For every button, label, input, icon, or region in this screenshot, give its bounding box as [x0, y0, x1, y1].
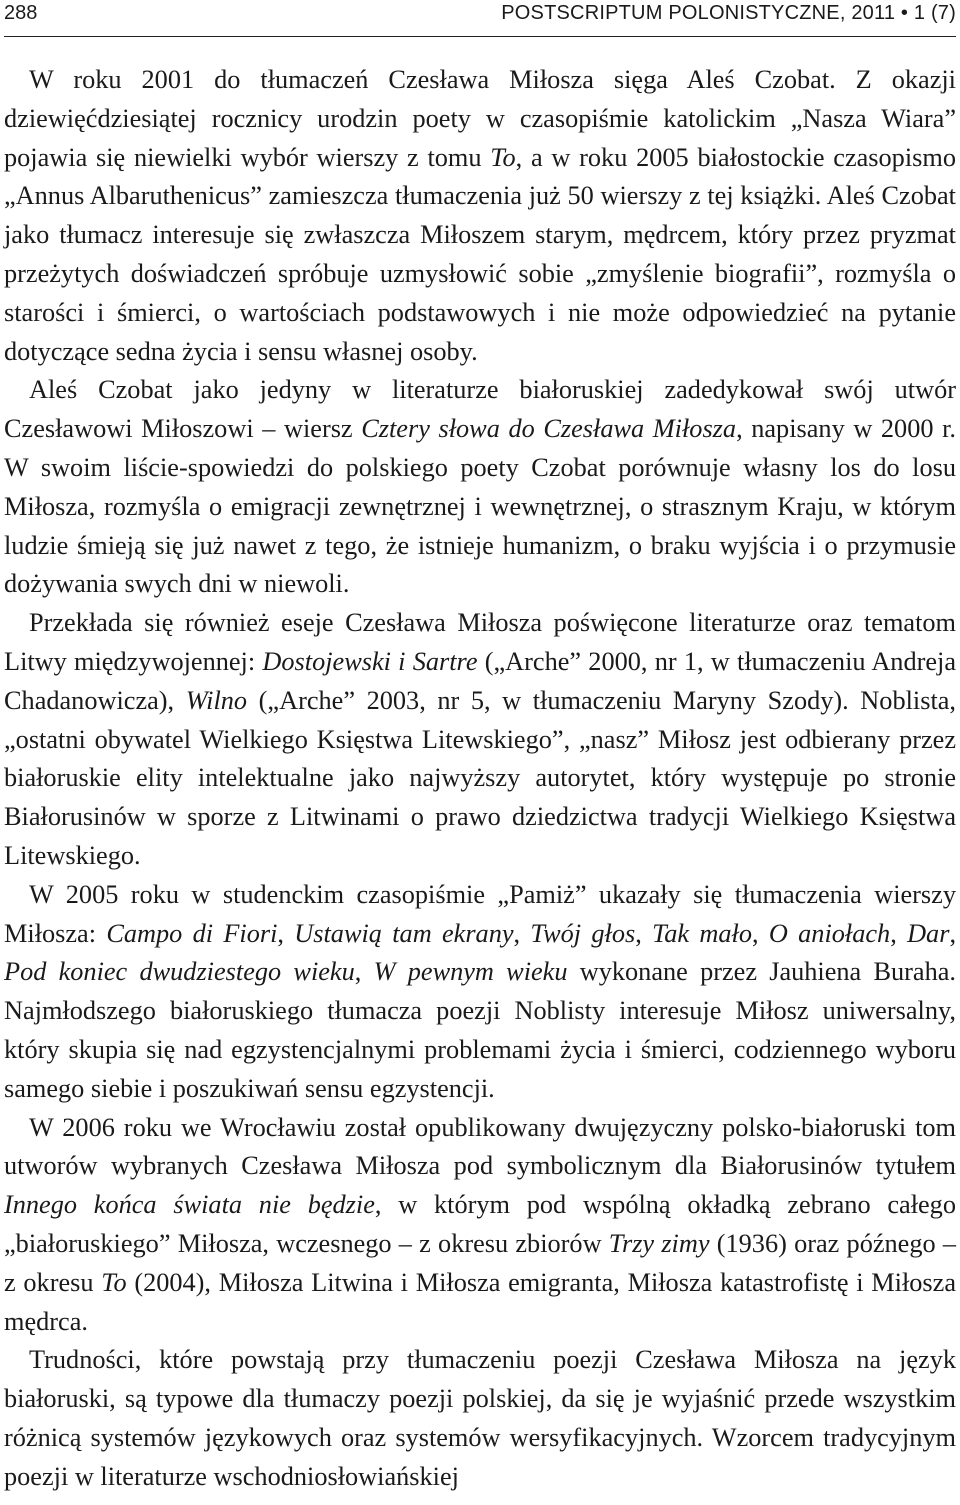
italic-title: Campo di Fiori: [106, 918, 278, 948]
italic-title: Twój głos: [530, 918, 636, 948]
page-number: 288: [4, 2, 38, 24]
text-run: ,: [949, 918, 957, 948]
text-run: , w którym pod wspólną okładką zebrano całego „białoruskiego” Miłosza, wczesnego – z okresu zbiorów: [4, 1190, 956, 1258]
text-run: W 2006 roku we Wrocławiu został opublikowany dwujęzyczny polsko-białoruski tom utworów wybranych Czesława Miłosza pod symbolicznym dla Białorusinów tytułem: [4, 1112, 956, 1181]
running-header: [4, 0, 956, 37]
italic-title: To: [490, 142, 516, 172]
text-run: (2004), Miłosza Litwina i Miłosza emigranta, Miłosza katastrofistę i Miłosza mędrca.: [4, 1267, 956, 1336]
text-run: ,: [635, 918, 653, 948]
italic-title: Innego końca świata nie będzie: [4, 1190, 375, 1220]
text-run: W 2005 roku w studenckim czasopiśmie „Pamiż” ukazały się tłumaczenia wierszy Miłosza:: [4, 879, 956, 948]
paragraph: [4, 876, 956, 1109]
text-run: Trudności, które powstają przy tłumaczeniu poezji Czesława Miłosza na język białoruski, są typowe dla tłumaczy poezji polskiej, da się je wyjaśnić przede wszystkim różnicą systemów językowych oraz systemów wersyfikacyjnych. Wzorcem tradycyjnym poezji w literaturze wschodniosłowiańskiej: [4, 1345, 956, 1491]
italic-title: To: [101, 1267, 127, 1297]
italic-title: Wilno: [185, 685, 248, 715]
text-run: ,: [354, 957, 374, 987]
text-run: Przekłada się również eseje Czesława Miłosza poświęcone literaturze oraz tematom Litwy międzywojennej:: [4, 608, 956, 676]
body-text: [4, 61, 956, 1496]
text-run: wykonane przez Jauhiena Buraha. Najmłodszego białoruskiego tłumacza poezji Noblisty interesuje Miłosz uniwersalny, który skupia się nad egzystencjalnymi problemami życia i śmierci, codziennego wyboru samego siebie i poszukiwań sensu egzystencji.: [4, 957, 956, 1103]
text-run: , napisany w 2000 r. W swoim liście-spowiedzi do polskiego poety Czobat porównuje własny los do losu Miłosza, rozmyśla o emigracji zewnętrznej i wewnętrznej, o strasznym Kraju, w którym ludzie śmieją się już nawet z tego, że istnieje humanizm, o braku wyjścia i o przymusie dożywania swych dni w niewoli.: [4, 414, 956, 599]
paragraph: [4, 61, 956, 371]
text-run: ,: [277, 918, 295, 948]
paragraph: [4, 1109, 956, 1342]
italic-title: W pewnym wieku: [373, 957, 568, 987]
italic-title: Pod koniec dwudziestego wieku: [4, 957, 355, 987]
italic-title: Dar: [907, 918, 950, 948]
paragraph: [4, 371, 956, 604]
text-run: („Arche” 2000, nr 1, w tłumaczeniu Andreja Chadanowicza),: [4, 646, 957, 715]
italic-title: Tak mało: [652, 918, 752, 948]
italic-title: Ustawią tam ekrany: [294, 918, 514, 948]
text-run: ,: [752, 918, 769, 948]
text-run: Aleś Czobat jako jedyny w literaturze białoruskiej zadedykował swój utwór Czesławowi Miłoszowi – wiersz: [4, 375, 956, 444]
italic-title: O aniołach: [768, 918, 891, 948]
italic-title: Dostojewski i Sartre: [262, 646, 478, 676]
text-run: (1936) oraz późnego – z okresu: [4, 1228, 957, 1297]
paragraph: [4, 1341, 956, 1496]
text-run: ,: [890, 918, 908, 948]
italic-title: Cztery słowa do Czesława Miłosza: [361, 414, 737, 444]
text-run: W roku 2001 do tłumaczeń Czesława Miłosza sięga Aleś Czobat. Z okazji dziewięćdziesiątej rocznicy urodzin poety w czasopiśmie katolickim „Nasza Wiara” pojawia się niewielki wybór wierszy z tomu: [4, 65, 956, 172]
paragraph: [4, 604, 956, 876]
text-run: („Arche” 2003, nr 5, w tłumaczeniu Maryny Szody). Noblista, „ostatni obywatel Wielkiego Księstwa Litewskiego”, „nasz” Miłosz jest odbierany przez białoruskie elity intelektualne jako najwyższy autorytet, który występuje po stronie Białorusinów w sporze z Litwinami o prawo dziedzictwa tradycji Wielkiego Księstwa Litewskiego.: [4, 685, 956, 870]
text-run: ,: [513, 918, 531, 948]
journal-title: POSTSCRIPTUM POLONISTYCZNE, 2011 • 1 (7): [501, 2, 956, 24]
italic-title: Trzy zimy: [608, 1228, 710, 1258]
text-run: , a w roku 2005 białostockie czasopismo „Annus Albaruthenicus” zamieszcza tłumaczenia już 50 wierszy z tej książki. Aleś Czobat jako tłumacz interesuje się zwłaszcza Miłoszem starym, mędrcem, który przez pryzmat przeżytych doświadczeń spróbuje uzmysłowić sobie „zmyślenie biografii”, rozmyśla o starości i śmierci, o wartościach podstawowych i nie może odpowiedzieć na pytanie dotyczące sedna życia i sensu własnej osoby.: [4, 142, 956, 366]
